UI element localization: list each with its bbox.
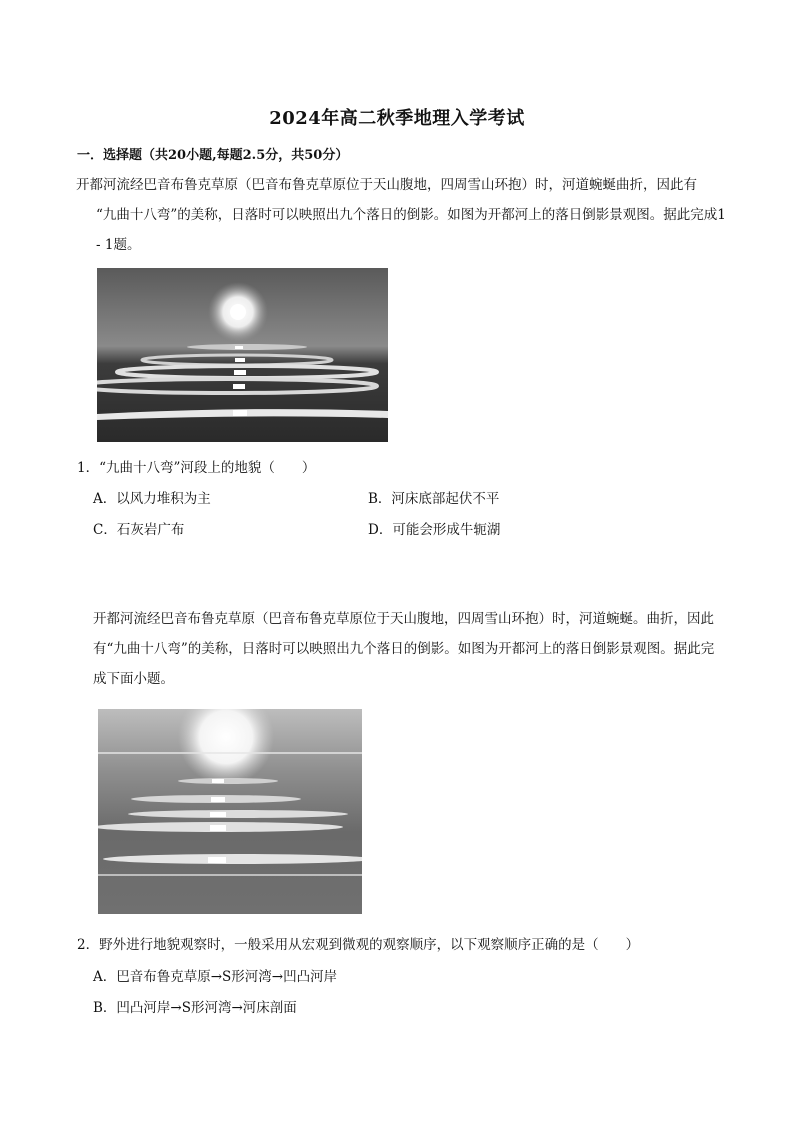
question-1-stem: 1．“九曲十八弯”河段上的地貌（ ） (77, 460, 316, 476)
passage-1-line-1: 开都河流经巴音布鲁克草原（巴音布鲁克草原位于天山腹地，四周雪山环抱）时，河道蜿蜒曲折，因此有 (76, 177, 697, 193)
passage-2: 开都河流经巴音布鲁克草原（巴音布鲁克草原位于天山腹地，四周雪山环抱）时，河道蜿蜒。曲折，因此有“九曲十八弯”的美称，日落时可以映照出九个落日的倒影。如图为开都河上的落日倒影景观图。据此完成下面小题。 (93, 611, 715, 687)
q1-option-b[interactable]: B．河床底部起伏不平 (368, 491, 500, 507)
photo-1-graphic (97, 268, 388, 442)
q2-option-a[interactable]: A．巴音布鲁克草原→S形河湾→凹凸河岸 (93, 969, 338, 985)
river-sunset-photo-1 (97, 268, 388, 442)
q1-option-a[interactable]: A．以风力堆积为主 (93, 491, 211, 507)
river-sunset-photo-2 (98, 709, 362, 914)
photo-2-graphic (98, 709, 362, 914)
section-heading: 一．选择题（共20小题,每题2.5分，共50分） (77, 148, 349, 163)
passage-1-rest: “九曲十八弯”的美称，日落时可以映照出九个落日的倒影。如图为开都河上的落日倒影景观图。据此完成1 - 1题。 (96, 207, 726, 253)
passage-1 (76, 170, 726, 260)
exam-title: 2024年高二秋季地理入学考试 (269, 108, 525, 129)
q1-option-c[interactable]: C．石灰岩广布 (93, 522, 185, 538)
q1-option-d[interactable]: D．可能会形成牛轭湖 (368, 522, 501, 538)
question-2-stem: 2．野外进行地貌观察时，一般采用从宏观到微观的观察顺序，以下观察顺序正确的是（ ） (77, 937, 640, 953)
q2-option-b[interactable]: B．凹凸河岸→S形河湾→河床剖面 (93, 1000, 297, 1016)
